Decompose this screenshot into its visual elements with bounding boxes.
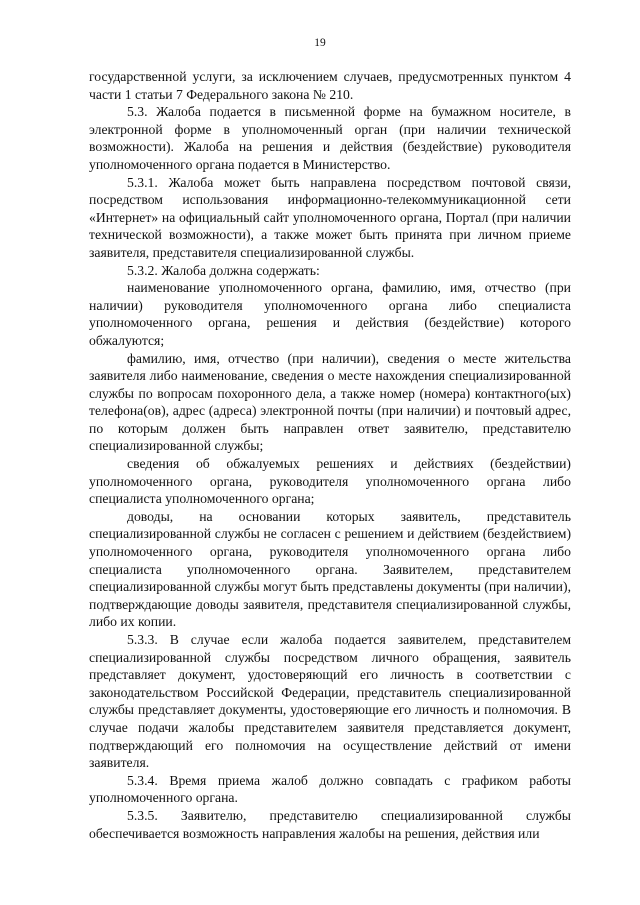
- page-number: 19: [314, 37, 326, 49]
- paragraph-continuation: государственной услуги, за исключением случаев, предусмотренных пунктом 4 части 1 статьи 7 Федерального закона № 210.: [89, 69, 571, 102]
- paragraph-5-3-3: 5.3.3. В случае если жалоба подается заявителем, представителем специализированной службы посредством личного обращения, заявитель представляет документ, удостоверяющий его личность в соответствии с законодательством Российской Федерации, представитель специализированной службы представляет документы, удостоверяющие его личность и полномочия. В случае подачи жалобы представителем заявителя представляется документ, подтверждающий его полномочия на осуществление действий от имени заявителя.: [89, 632, 571, 771]
- paragraph-5-3-1: 5.3.1. Жалоба может быть направлена посредством почтовой связи, посредством использования информационно-телекоммуникационной сети «Интернет» на официальный сайт уполномоченного органа, Портал (при наличии технической возможности), а также может быть принята при личном приеме заявителя, представителя специализированной службы.: [89, 174, 571, 260]
- paragraph-5-3-5: 5.3.5. Заявителю, представителю специализированной службы обеспечивается возможность направления жалобы на решения, действия или: [89, 807, 571, 841]
- paragraph-item-decisions: сведения об обжалуемых решениях и действиях (бездействии) уполномоченного органа, руководителя уполномоченного органа либо специалиста уполномоченного органа;: [89, 456, 571, 507]
- document-body: [89, 68, 571, 842]
- paragraph-item-arguments: доводы, на основании которых заявитель, представитель специализированной службы не согласен с решением и действием (бездействием) уполномоченного органа, руководителя уполномоченного органа либо специалиста уполномоченного органа. Заявителем, представителем специализированной службы могут быть представлены документы (при наличии), подтверждающие доводы заявителя, представителя специализированной службы, либо их копии.: [89, 508, 571, 630]
- paragraph-5-3: 5.3. Жалоба подается в письменной форме на бумажном носителе, в электронной форме в уполномоченный орган (при наличии технической возможности). Жалоба на решения и действия (бездействие) руководителя уполномоченного органа подается в Министерство.: [89, 104, 571, 172]
- paragraph-5-3-2: 5.3.2. Жалоба должна содержать:: [127, 262, 320, 278]
- paragraph-5-3-4: 5.3.4. Время приема жалоб должно совпадать с графиком работы уполномоченного органа.: [89, 772, 571, 806]
- paragraph-item-applicant: фамилию, имя, отчество (при наличии), сведения о месте жительства заявителя либо наименование, сведения о месте нахождения специализированной службы по вопросам похоронного дела, а также номер (номера) контактного(ых) телефона(ов), адрес (адреса) электронной почты (при наличии) и почтовый адрес, по которым должен быть направлен ответ заявителю, представителю специализированной службы;: [89, 350, 571, 454]
- paragraph-item-organ: наименование уполномоченного органа, фамилию, имя, отчество (при наличии) руководителя уполномоченного органа либо специалиста уполномоченного органа, решения и действия (бездействие) которого обжалуются;: [89, 280, 571, 348]
